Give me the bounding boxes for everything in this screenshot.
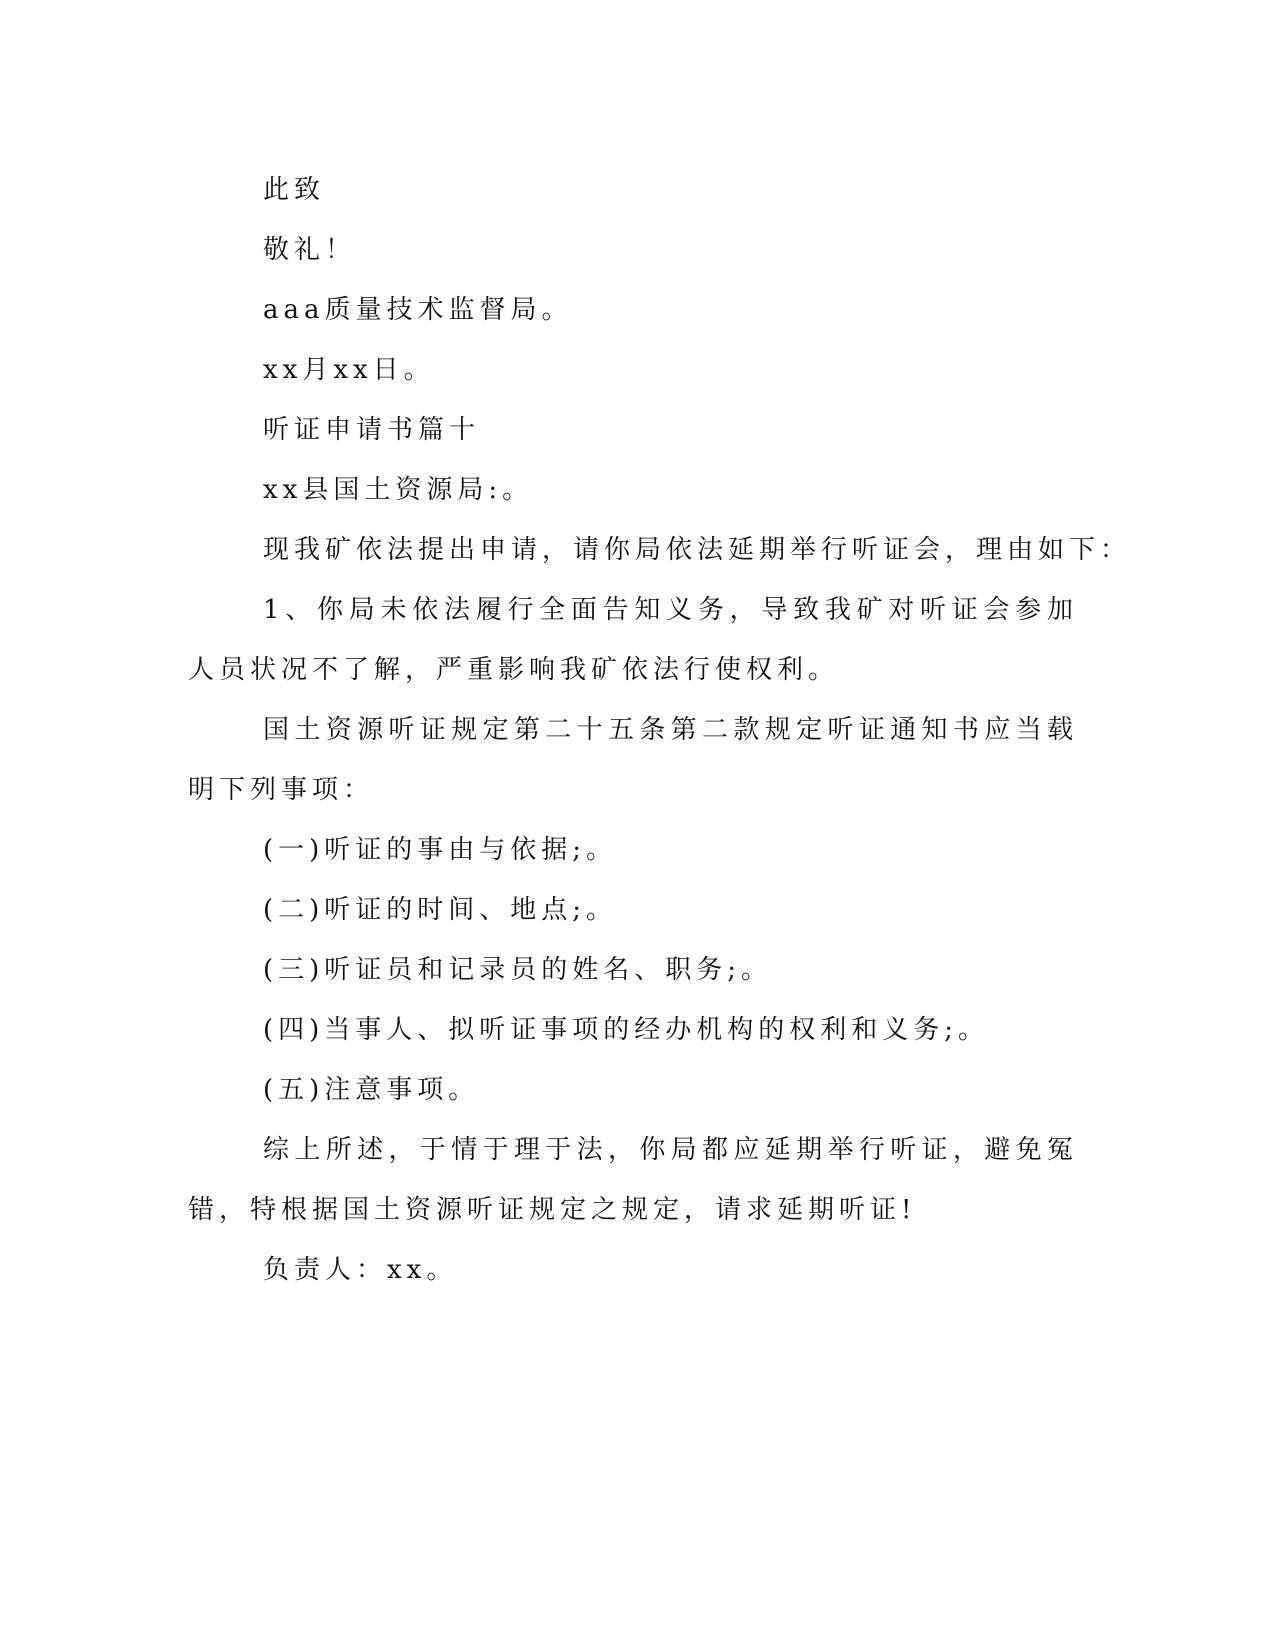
sender-organization: aaa质量技术监督局。 (263, 295, 573, 325)
list-item: (三)听证员和记录员的姓名、职务;。 (263, 955, 773, 985)
body-paragraph: 1、你局未依法履行全面告知义务，导致我矿对听证会参加人员状况不了解，严重影响我矿依法行使权利。 (188, 595, 1078, 685)
closing-salutation: 此致 (263, 175, 326, 205)
sender-date: xx月xx日。 (263, 355, 435, 385)
closing-regards: 敬礼！ (263, 235, 357, 265)
body-paragraph: 国土资源听证规定第二十五条第二款规定听证通知书应当载明下列事项： (188, 715, 1078, 805)
signatory-line: 负责人：xx。 (263, 1255, 458, 1285)
section-heading: 听证申请书篇十 (263, 415, 481, 445)
list-item: (一)听证的事由与依据;。 (263, 835, 618, 865)
list-item: (四)当事人、拟听证事项的经办机构的权利和义务;。 (263, 1015, 990, 1045)
list-item: (二)听证的时间、地点;。 (263, 895, 618, 925)
recipient-line: xx县国土资源局:。 (263, 475, 534, 505)
list-item: (五)注意事项。 (263, 1075, 480, 1105)
body-paragraph: 综上所述，于情于理于法，你局都应延期举行听证，避免冤错，特根据国土资源听证规定之规定，请求延期听证! (188, 1135, 1078, 1225)
document-body (188, 160, 1132, 1300)
body-paragraph: 现我矿依法提出申请，请你局依法延期举行听证会，理由如下： (263, 535, 1132, 565)
